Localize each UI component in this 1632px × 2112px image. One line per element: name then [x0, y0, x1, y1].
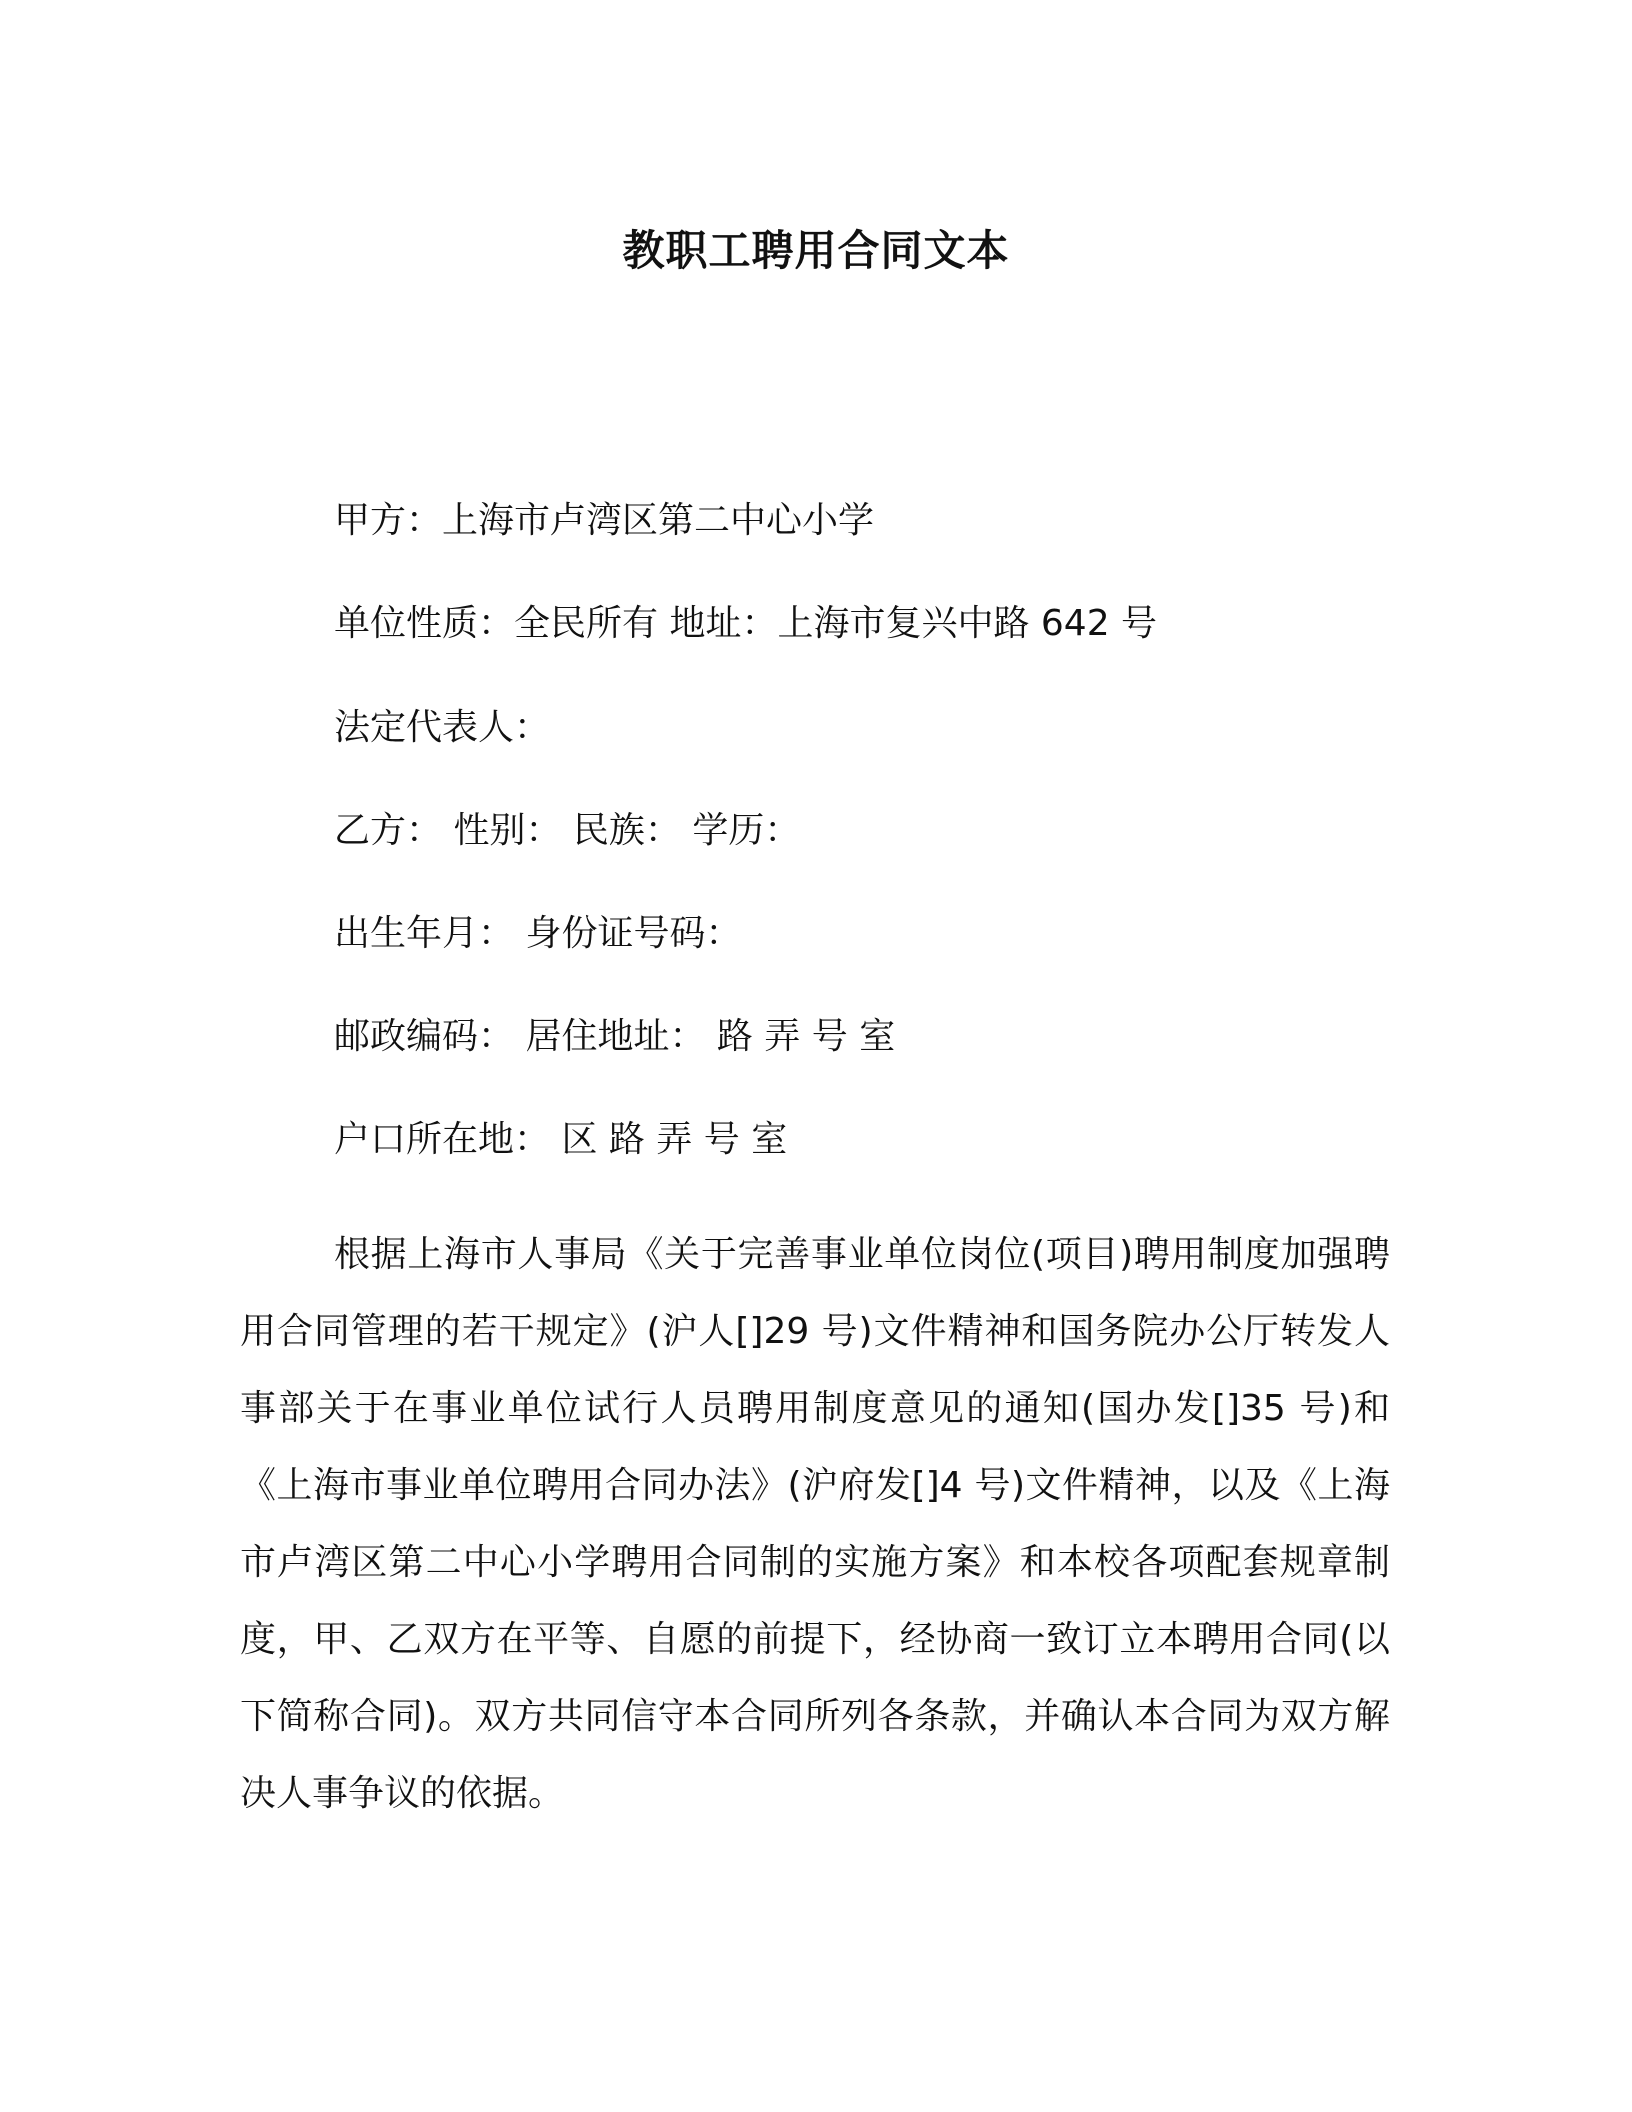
legal-representative-line: 法定代表人： — [334, 707, 551, 748]
party-a-line: 甲方：上海市卢湾区第二中心小学 — [334, 500, 875, 541]
contract-basis-paragraph: 根据上海市人事局《关于完善事业单位岗位(项目)聘用制度加强聘用合同管理的若干规定》(沪人[]29 号)文件精神和国务院办公厅转发人事部关于在事业单位试行人员聘用制度意见的通知(国办发[]35 号)和《上海市事业单位聘用合同办法》(沪府发[]4 号)文件精神，以及《上海市卢湾区第二中心小学聘用合同制的实施方案》和本校各项配套规章制度，甲、乙双方在平等、自愿的前提下，经协商一致订立本聘用合同(以下简称合同)。双方共同信守本合同所列各条款，并确认本合同为双方解决人事争议的依据。 — [240, 1234, 1390, 1814]
postal-address-line: 邮政编码： 居住地址： 路 弄 号 室 — [334, 1016, 896, 1057]
unit-nature-address-line: 单位性质：全民所有 地址：上海市复兴中路 642 号 — [334, 603, 1158, 644]
household-registration-line: 户口所在地： 区 路 弄 号 室 — [334, 1119, 788, 1160]
party-b-line: 乙方： 性别： 民族： 学历： — [334, 810, 801, 851]
birth-id-line: 出生年月： 身份证号码： — [334, 913, 742, 954]
document-title: 教职工聘用合同文本 — [622, 226, 1010, 275]
